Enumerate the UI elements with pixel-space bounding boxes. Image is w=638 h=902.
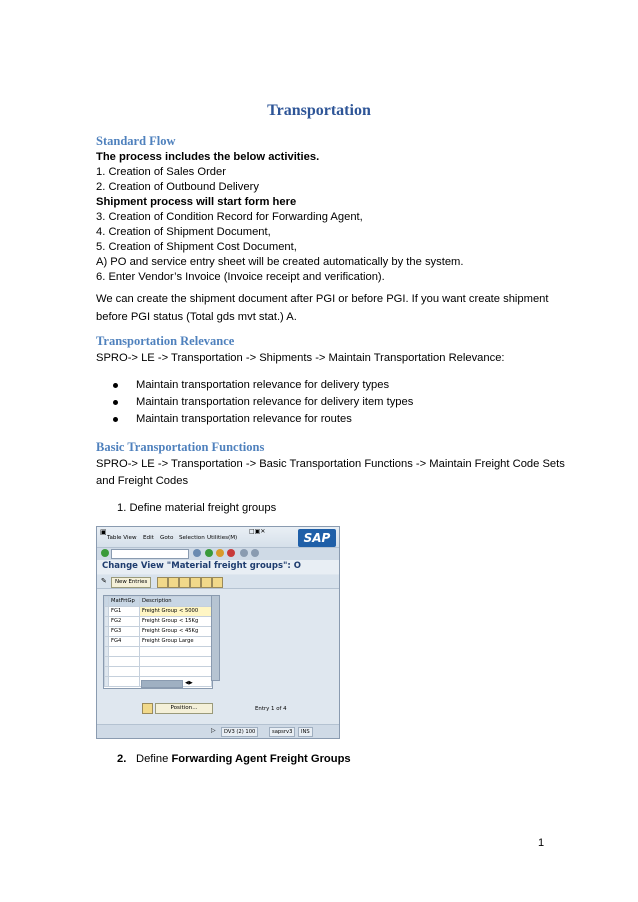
process-intro: The process includes the below activities. <box>96 151 320 163</box>
horizontal-scrollbar[interactable] <box>141 680 183 688</box>
system-info: DV3 (2) 100 <box>221 727 258 737</box>
freight-group-description[interactable]: Freight Group < 45Kg <box>140 627 212 637</box>
freight-group-code[interactable]: FG1 <box>109 607 140 617</box>
basic-functions-heading: Basic Transportation Functions <box>96 440 265 454</box>
step-line: 1. Creation of Sales Order <box>96 166 226 178</box>
sap-screen-title: Change View "Material freight groups": O <box>102 561 302 571</box>
bullet-icon <box>113 383 118 388</box>
transportation-relevance-heading: Transportation Relevance <box>96 334 235 348</box>
step-line: 3. Creation of Condition Record for Forwarding Agent, <box>96 211 363 223</box>
freight-groups-table <box>103 595 213 689</box>
menu-selection[interactable]: Selection <box>179 535 205 541</box>
table-row[interactable] <box>105 617 212 627</box>
item-define-forwarding-agent-freight-groups: Define Forwarding Agent Freight Groups <box>136 753 351 765</box>
basic-functions-path: and Freight Codes <box>96 475 189 487</box>
document-title: Transportation <box>267 102 371 119</box>
table-row[interactable] <box>105 637 212 647</box>
table-row[interactable] <box>105 667 212 677</box>
step-line: 6. Enter Vendor’s Invoice (Invoice receipt and verification). <box>96 271 385 283</box>
step-line: 5. Creation of Shipment Cost Document, <box>96 241 297 253</box>
new-entries-button[interactable]: New Entries <box>111 577 151 588</box>
delete-icon[interactable] <box>168 577 179 588</box>
cancel-icon[interactable] <box>227 549 235 557</box>
find-icon[interactable] <box>251 549 259 557</box>
freight-group-description[interactable]: Freight Group Large <box>140 637 212 647</box>
table-row[interactable] <box>105 627 212 637</box>
vertical-scrollbar[interactable] <box>211 595 220 681</box>
select-all-icon[interactable] <box>190 577 201 588</box>
status-arrow-icon[interactable]: ▷ <box>211 727 216 734</box>
window-menu-icon: ▣ <box>100 528 107 536</box>
menu-utilities[interactable]: Utilities(M) <box>207 535 238 541</box>
relevance-path: SPRO-> LE -> Transportation -> Shipments -> Maintain Transportation Relevance: <box>96 352 505 364</box>
list-item: Maintain transportation relevance for delivery item types <box>106 394 413 411</box>
table-row[interactable] <box>105 647 212 657</box>
step-line: 4. Creation of Shipment Document, <box>96 226 271 238</box>
position-button[interactable]: Position... <box>155 703 213 714</box>
table-row[interactable] <box>105 657 212 667</box>
enter-icon[interactable] <box>101 549 109 557</box>
standard-flow-heading: Standard Flow <box>96 134 176 148</box>
column-header[interactable]: Description <box>140 597 212 607</box>
bullet-icon <box>113 400 118 405</box>
command-field[interactable] <box>111 549 189 559</box>
freight-group-description[interactable]: Freight Group < 5000 <box>140 607 212 617</box>
server-info: sapsrv3 <box>269 727 295 737</box>
step-line: 2. Creation of Outbound Delivery <box>96 181 259 193</box>
step-line: A) PO and service entry sheet will be created automatically by the system. <box>96 256 464 268</box>
menu-edit[interactable]: Edit <box>143 535 154 541</box>
position-icon[interactable] <box>142 703 153 714</box>
sap-logo: SAP <box>298 529 336 547</box>
page-number: 1 <box>538 837 545 849</box>
freight-group-code[interactable]: FG2 <box>109 617 140 627</box>
deselect-icon[interactable] <box>201 577 212 588</box>
undo-icon[interactable] <box>179 577 190 588</box>
bullet-icon <box>113 417 118 422</box>
entry-count: Entry 1 of 4 <box>255 706 287 712</box>
scroll-arrows-icon[interactable]: ◀▶ <box>185 680 193 686</box>
item-define-material-freight-groups: 1. Define material freight groups <box>117 502 277 514</box>
copy-icon[interactable] <box>157 577 168 588</box>
menu-goto[interactable]: Goto <box>160 535 174 541</box>
freight-group-code[interactable]: FG4 <box>109 637 140 647</box>
item-number: 2. <box>117 753 127 765</box>
basic-functions-path: SPRO-> LE -> Transportation -> Basic Transportation Functions -> Maintain Freight Code Sets <box>96 458 565 470</box>
window-controls-icon[interactable]: □▣✕ <box>249 528 266 535</box>
freight-group-description[interactable]: Freight Group < 15Kg <box>140 617 212 627</box>
menu-table-view[interactable]: Table View <box>107 535 137 541</box>
back-icon[interactable] <box>205 549 213 557</box>
pgi-paragraph-line: before PGI status (Total gds mvt stat.) A. <box>96 311 297 323</box>
list-item: Maintain transportation relevance for routes <box>106 411 413 428</box>
exit-icon[interactable] <box>216 549 224 557</box>
config-icon[interactable] <box>212 577 223 588</box>
insert-mode: INS <box>298 727 313 737</box>
pgi-paragraph-line: We can create the shipment document after PGI or before PGI. If you want create shipment <box>96 293 549 305</box>
print-icon[interactable] <box>240 549 248 557</box>
list-item: Maintain transportation relevance for delivery types <box>106 377 413 394</box>
freight-group-code[interactable]: FG3 <box>109 627 140 637</box>
save-icon[interactable] <box>193 549 201 557</box>
sap-screen-title-bar <box>97 560 339 574</box>
sap-screenshot <box>96 526 340 739</box>
pencil-icon[interactable]: ✎ <box>101 577 107 585</box>
shipment-note: Shipment process will start form here <box>96 196 297 208</box>
table-row[interactable] <box>105 607 212 617</box>
relevance-bullet-list <box>106 377 413 428</box>
column-header[interactable]: MatFrtGp <box>109 597 140 607</box>
